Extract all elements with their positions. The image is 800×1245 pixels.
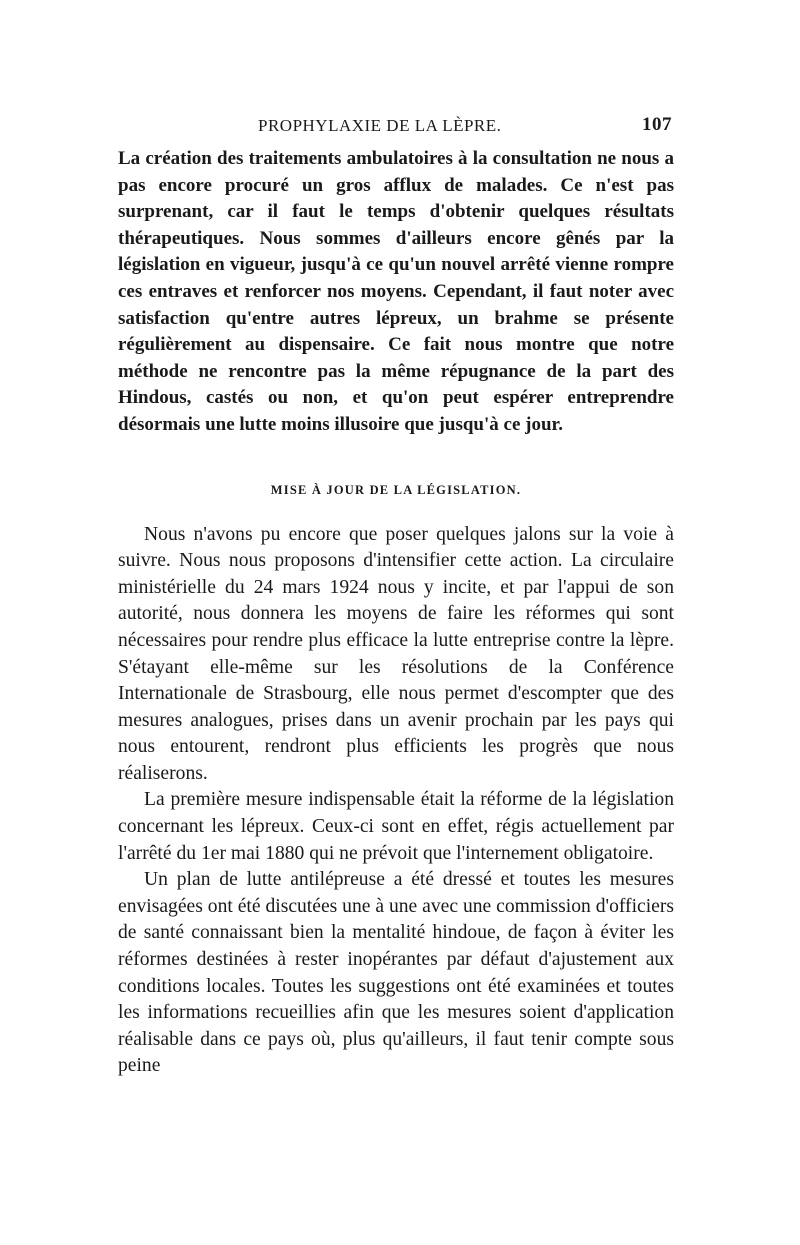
running-title: PROPHYLAXIE DE LA LÈPRE. bbox=[258, 116, 502, 135]
section-heading: MISE À JOUR DE LA LÉGISLATION. bbox=[270, 482, 522, 497]
paragraph-2: Nous n'avons pu encore que poser quelques jalons sur la voie à suivre. Nous nous proposons d'intensifier cette action. La circulaire ministérielle du 24 mars 1924 nous y incite, et par l'appui de son autorité, nous donnera les moyens de faire les réformes qui sont nécessaires pour rendre plus efficace la lutte entreprise contre la lèpre. S'étayant elle-même sur les résolutions de la Conférence Internationale de Strasbourg, elle nous permet d'escompter que des mesures analogues, prises dans un avenir prochain par les pays qui nous entourent, rendront plus efficients les progrès que nous réaliserons. bbox=[118, 523, 674, 784]
page-number: 107 bbox=[642, 114, 672, 135]
running-header bbox=[118, 112, 674, 146]
paragraph-4: Un plan de lutte antilépreuse a été dressé et toutes les mesures envisagées ont été discutées une à une avec une commission d'officiers de santé connaissant bien la mentalité hindoue, de façon à éviter les réformes destinées à rester inopérantes par défaut d'ajustement aux conditions locales. Toutes les suggestions ont été examinées et toutes les informations recueillies afin que les mesures soient d'application réalisable dans ce pays où, plus qu'ailleurs, il faut tenir compte sous peine bbox=[118, 869, 674, 1077]
paragraph-1: La création des traitements ambulatoires à la consultation ne nous a pas encore procuré un gros afflux de malades. Ce n'est pas surprenant, car il faut le temps d'obtenir quelques résultats thérapeutiques. Nous sommes d'ailleurs encore gênés par la législation en vigueur, jusqu'à ce qu'un nouvel arrêté vienne rompre ces entraves et renforcer nos moyens. Cependant, il faut noter avec satisfaction qu'entre autres lépreux, un brahme se présente régulièrement au dispensaire. Ce fait nous montre que notre méthode ne rencontre pas la même répugnance de la part des Hindous, castés ou non, et qu'on peut espérer entreprendre désormais une lutte moins illusoire que jusqu'à ce jour. bbox=[118, 148, 674, 435]
paragraph-3: La première mesure indispensable était la réforme de la législation concernant les lépreux. Ceux-ci sont en effet, régis actuellement par l'arrêté du 1er mai 1880 qui ne prévoit que l'internement obligatoire. bbox=[118, 789, 674, 864]
book-page bbox=[118, 112, 674, 1080]
